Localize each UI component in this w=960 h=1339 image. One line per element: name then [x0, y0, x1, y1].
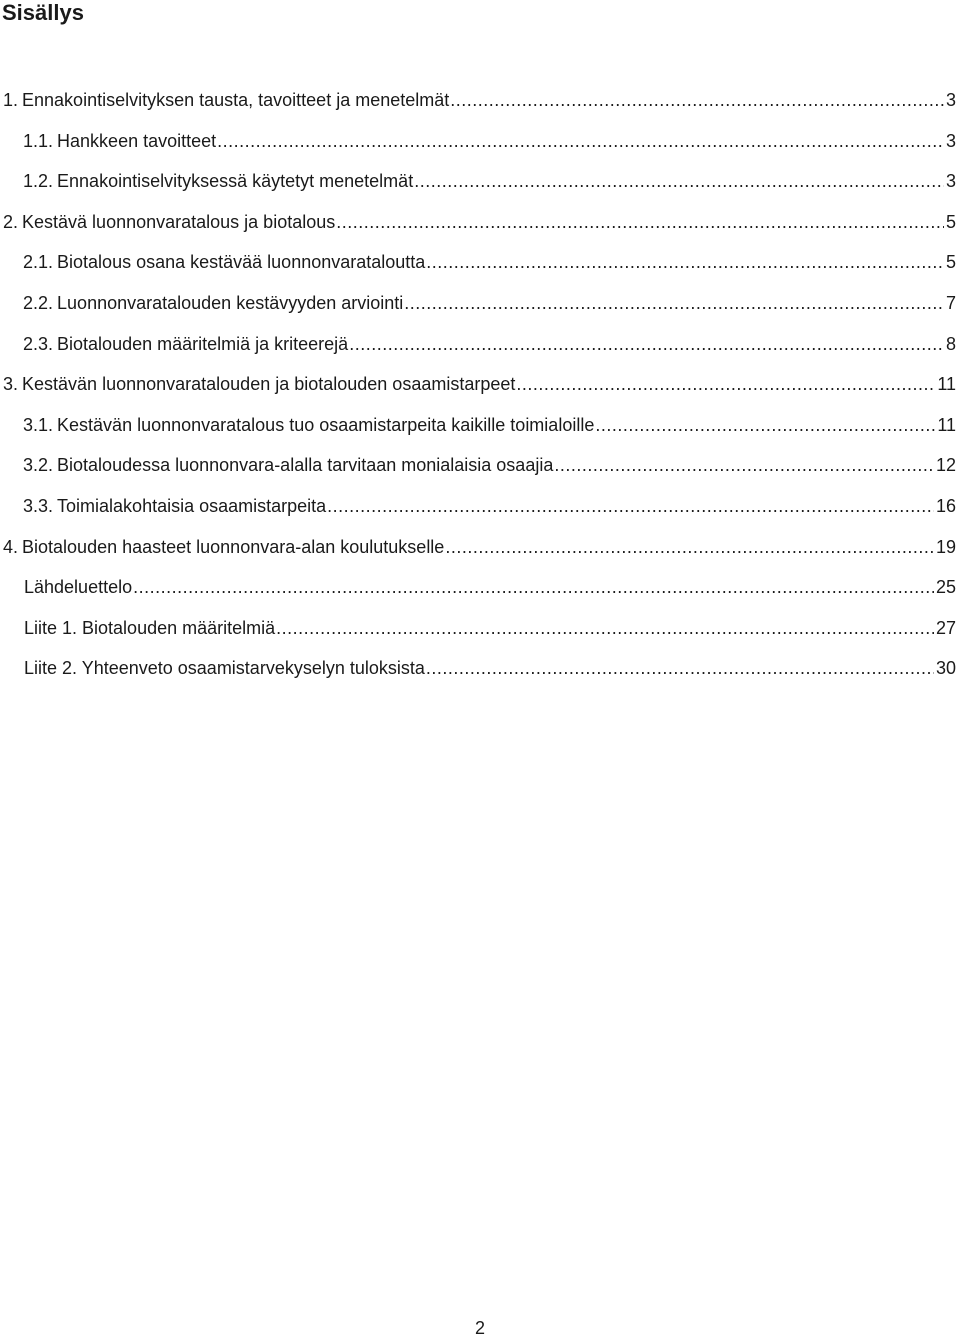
toc-entry[interactable]	[0, 283, 960, 324]
toc-entry-page: 8	[945, 333, 956, 354]
toc-entry[interactable]	[0, 486, 960, 527]
toc-entry[interactable]	[0, 527, 960, 568]
toc-entry-page: 16	[935, 495, 956, 516]
toc-leader-dots	[445, 527, 934, 568]
toc-entry-page: 5	[945, 252, 956, 273]
toc-entry-page: 3	[945, 130, 956, 151]
toc-entry-number: 2.2.	[23, 292, 54, 313]
toc-entry-page: 11	[937, 374, 956, 395]
toc-leader-dots	[554, 445, 934, 486]
toc-entry-page: 5	[945, 211, 956, 232]
toc-entry-page: 30	[935, 658, 956, 679]
toc-leader-dots	[404, 283, 944, 324]
toc-heading: Sisällys	[2, 0, 84, 25]
toc-entry-number: 4.	[3, 536, 19, 557]
toc-entry-title: Kestävän luonnonvaratalous tuo osaamistarpeita kaikille toimialoille	[57, 414, 595, 435]
toc-entry-title: Kestävän luonnonvaratalouden ja biotalouden osaamistarpeet	[22, 374, 516, 395]
toc-entry-page: 25	[935, 577, 956, 598]
toc-entry-page: 11	[937, 414, 956, 435]
toc-entry[interactable]	[0, 202, 960, 243]
toc-leader-dots	[336, 202, 944, 243]
toc-leader-dots	[133, 567, 934, 608]
toc-entry-title: Luonnonvaratalouden kestävyyden arviointi	[57, 292, 404, 313]
toc-entry-page: 7	[945, 292, 956, 313]
toc-entry-title: Lähdeluettelo	[24, 577, 133, 598]
toc-entry-number: 3.1.	[23, 414, 54, 435]
toc-entry-number: 2.1.	[23, 252, 54, 273]
toc-entry-number: 3.2.	[23, 455, 54, 476]
toc-entry-title: Toimialakohtaisia osaamistarpeita	[57, 495, 327, 516]
toc-entry-page: 19	[935, 536, 956, 557]
toc-entry-number: 1.1.	[23, 130, 54, 151]
toc-entry-title: Ennakointiselvityksen tausta, tavoitteet ja menetelmät	[22, 90, 450, 110]
toc-entry-title: Biotaloudessa luonnonvara-alalla tarvitaan monialaisia osaajia	[57, 455, 554, 476]
toc-entry[interactable]	[0, 648, 960, 689]
toc-entry-title: Liite 2. Yhteenveto osaamistarvekyselyn tuloksista	[24, 658, 425, 679]
toc-entry[interactable]	[0, 445, 960, 486]
toc-leader-dots	[426, 648, 934, 689]
toc-entry-title: Liite 1. Biotalouden määritelmiä	[24, 617, 276, 638]
toc-entry-title: Biotalouden määritelmiä ja kriteerejä	[57, 333, 349, 354]
toc-leader-dots	[414, 161, 944, 202]
toc-leader-dots	[595, 405, 935, 446]
toc-entry[interactable]	[0, 364, 960, 405]
toc-entry-page: 3	[945, 171, 956, 192]
toc-leader-dots	[516, 364, 935, 405]
toc-entry-number: 2.3.	[23, 333, 54, 354]
toc-entry-title: Kestävä luonnonvaratalous ja biotalous	[22, 211, 336, 232]
toc-entry[interactable]	[0, 608, 960, 649]
toc-leader-dots	[276, 608, 934, 649]
table-of-contents	[0, 80, 960, 689]
toc-entry[interactable]	[0, 242, 960, 283]
toc-entry-number: 2.	[3, 211, 19, 232]
toc-entry[interactable]	[0, 405, 960, 446]
toc-leader-dots	[327, 486, 934, 527]
toc-entry[interactable]	[0, 567, 960, 608]
toc-leader-dots	[217, 121, 944, 162]
toc-entry[interactable]	[0, 121, 960, 162]
toc-entry-number: 3.3.	[23, 495, 54, 516]
toc-entry-title: Hankkeen tavoitteet	[57, 130, 217, 151]
toc-entry[interactable]	[0, 161, 960, 202]
toc-entry-page: 12	[935, 455, 956, 476]
toc-entry-number: 1.2.	[23, 171, 54, 192]
toc-entry-number: 1.	[3, 90, 19, 110]
toc-entry-number: 3.	[3, 374, 19, 395]
toc-leader-dots	[426, 242, 944, 283]
toc-leader-dots	[349, 324, 944, 365]
page-number: 2	[474, 1318, 485, 1338]
toc-leader-dots	[450, 80, 944, 121]
toc-entry-title: Biotalouden haasteet luonnonvara-alan koulutukselle	[22, 536, 445, 557]
toc-entry[interactable]	[0, 80, 960, 121]
toc-entry-title: Ennakointiselvityksessä käytetyt menetelmät	[57, 171, 414, 192]
toc-entry-title: Biotalous osana kestävää luonnonvarataloutta	[57, 252, 426, 273]
toc-entry-page: 3	[945, 90, 956, 110]
toc-entry-page: 27	[935, 617, 956, 638]
toc-entry[interactable]	[0, 324, 960, 365]
